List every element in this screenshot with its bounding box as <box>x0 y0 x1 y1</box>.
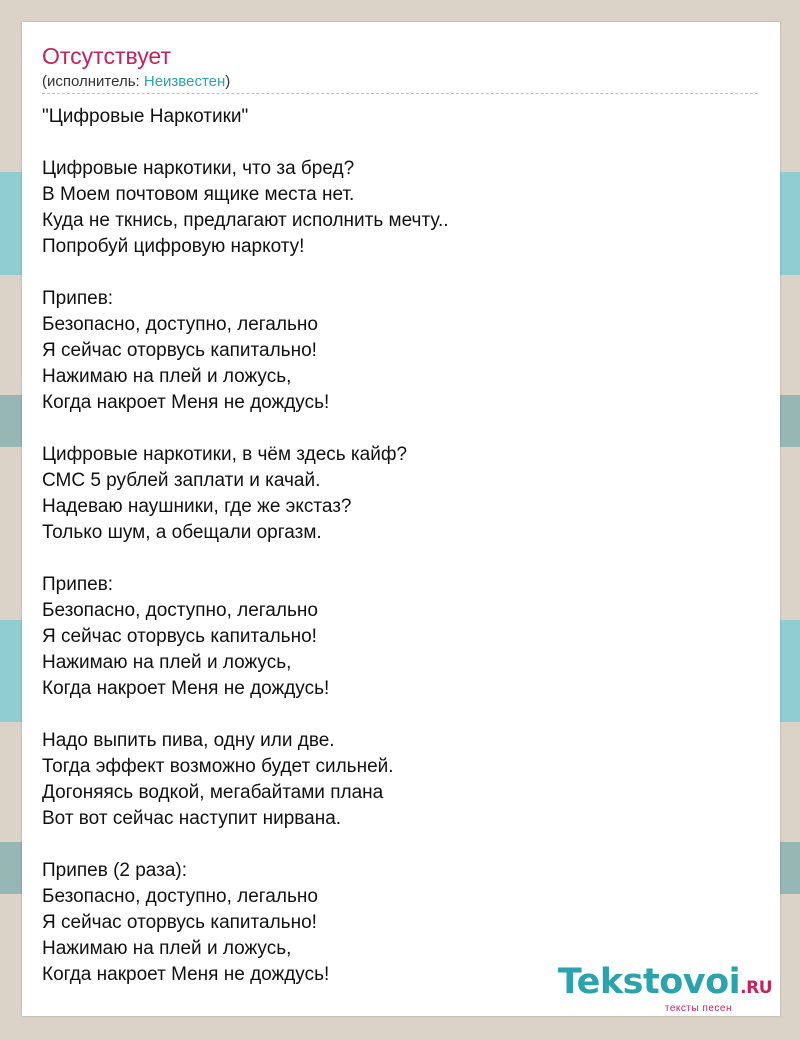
lyric-line: Когда накроет Меня не дождусь! <box>42 392 330 413</box>
lyric-line: Цифровые наркотики, что за бред? <box>42 158 355 179</box>
lyric-line: В Моем почтовом ящике места нет. <box>42 184 355 205</box>
lyric-line: Безопасно, доступно, легально <box>42 314 318 335</box>
lyric-line: Надо выпить пива, одну или две. <box>42 730 335 751</box>
lyrics-text <box>42 104 758 988</box>
lyric-line: Нажимаю на плей и ложусь, <box>42 366 292 387</box>
lyric-line: Припев (2 раза): <box>42 860 188 881</box>
artist-prefix: (исполнитель: <box>42 73 144 90</box>
site-logo[interactable] <box>558 963 772 1014</box>
lyric-line <box>42 416 758 442</box>
song-title: Отсутствует <box>42 43 171 69</box>
lyric-line: СМС 5 рублей заплати и качай. <box>42 470 321 491</box>
lyric-line: Я сейчас оторвусь капитально! <box>42 912 317 933</box>
lyric-line: Безопасно, доступно, легально <box>42 600 318 621</box>
lyric-line: Надеваю наушники, где же экстаз? <box>42 496 352 517</box>
artist-link[interactable]: Неизвестен <box>143 73 226 90</box>
lyric-line <box>42 832 758 858</box>
lyric-line: Вот вот сейчас наступит нирвана. <box>42 808 342 829</box>
lyric-line: Тогда эффект возможно будет сильней. <box>42 756 394 777</box>
divider <box>42 93 758 94</box>
lyrics-card <box>22 22 780 1016</box>
lyric-line: Нажимаю на плей и ложусь, <box>42 938 292 959</box>
lyric-line: Только шум, а обещали оргазм. <box>42 522 322 543</box>
logo-text: Tekstovoi <box>557 962 741 1002</box>
logo-tagline: тексты песен <box>664 1003 732 1014</box>
lyric-line: Припев: <box>42 574 114 595</box>
lyric-line: Куда не ткнись, предлагают исполнить мечту.. <box>42 210 449 231</box>
lyric-line: Когда накроет Меня не дождусь! <box>42 964 330 985</box>
artist-suffix: ) <box>225 73 231 90</box>
lyric-line: Когда накроет Меня не дождусь! <box>42 678 330 699</box>
lyric-line: Безопасно, доступно, легально <box>42 886 318 907</box>
lyric-line: "Цифровые Наркотики" <box>42 106 249 127</box>
lyric-line <box>42 130 758 156</box>
lyric-line: Попробуй цифровую наркоту! <box>42 236 305 257</box>
lyric-line: Нажимаю на плей и ложусь, <box>42 652 292 673</box>
lyric-line <box>42 260 758 286</box>
logo-domain: .RU <box>740 978 772 998</box>
lyric-line: Догоняясь водкой, мегабайтами плана <box>42 782 384 803</box>
lyric-line: Я сейчас оторвусь капитально! <box>42 626 317 647</box>
lyric-line: Цифровые наркотики, в чём здесь кайф? <box>42 444 408 465</box>
lyric-line <box>42 546 758 572</box>
lyric-line: Припев: <box>42 288 114 309</box>
lyric-line: Я сейчас оторвусь капитально! <box>42 340 317 361</box>
lyric-line <box>42 702 758 728</box>
artist-line <box>42 72 230 92</box>
